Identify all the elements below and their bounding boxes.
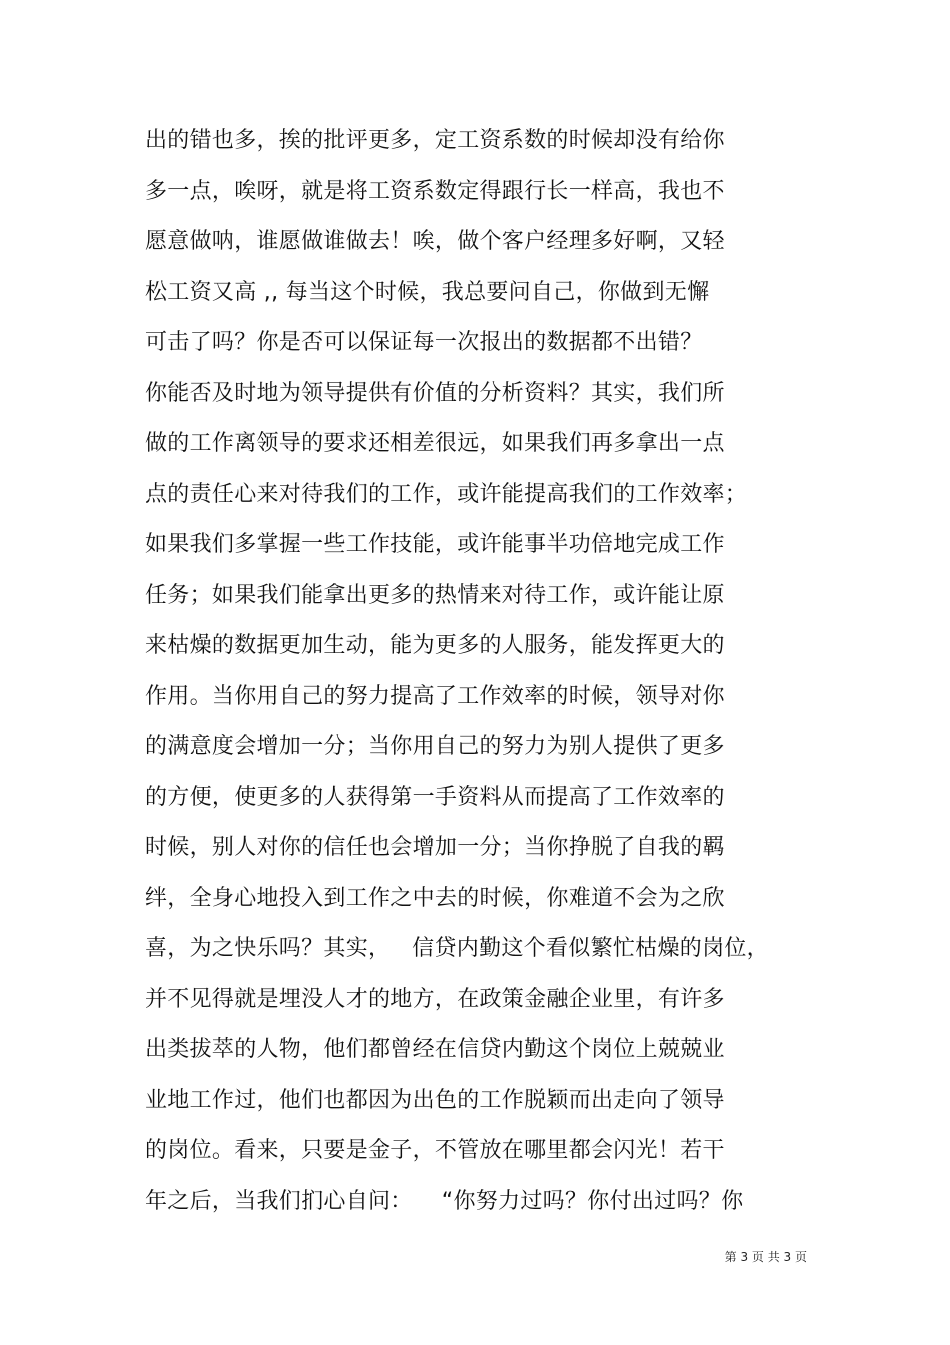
text-line: 点的责任心来对待我们的工作，或许能提高我们的工作效率； xyxy=(145,481,748,507)
text-line: 松工资又高 ,, 每当这个时候，我总要问自己，你做到无懈 xyxy=(145,279,710,305)
text-line: 绊，全身心地投入到工作之中去的时候，你难道不会为之欣 xyxy=(145,885,725,911)
text-line: 做的工作离领导的要求还相差很远，如果我们再多拿出一点 xyxy=(145,431,725,456)
text-line: 任务；如果我们能拿出更多的热情来对待工作，或许能让原 xyxy=(145,582,725,608)
text-line: 作用。当你用自己的努力提高了工作效率的时候，领导对你 xyxy=(145,683,725,709)
text-line: 的岗位。看来，只要是金子，不管放在哪里都会闪光！若干 xyxy=(145,1138,725,1163)
text-line: 出类拔萃的人物，他们都曾经在信贷内勤这个岗位上兢兢业 xyxy=(145,1037,725,1062)
text-line: 可击了吗？你是否可以保证每一次报出的数据都不出错？ xyxy=(145,330,703,355)
text-line: 的方便，使更多的人获得第一手资料从而提高了工作效率的 xyxy=(145,784,725,810)
page-number-footer: 第 3 页 共 3 页 xyxy=(724,1250,807,1264)
text-line: 业地工作过，他们也都因为出色的工作脱颖而出走向了领导 xyxy=(145,1087,725,1113)
text-line: 时候，别人对你的信任也会增加一分；当你挣脱了自我的羁 xyxy=(145,835,725,860)
text-line: 来枯燥的数据更加生动，能为更多的人服务，能发挥更大的 xyxy=(145,633,725,658)
text-line: 愿意做呐，谁愿做谁做去！唉，做个客户经理多好啊，又轻 xyxy=(145,229,725,254)
text-line: 年之后，当我们扪心自问： “你努力过吗？你付出过吗？你 xyxy=(145,1188,744,1214)
body-text xyxy=(145,116,805,1227)
text-line: 的满意度会增加一分；当你用自己的努力为别人提供了更多 xyxy=(145,734,725,759)
text-line: 多一点，唉呀，就是将工资系数定得跟行长一样高，我也不 xyxy=(145,178,725,204)
text-line: 你能否及时地为领导提供有价值的分析资料？其实，我们所 xyxy=(145,380,725,406)
text-line: 喜，为之快乐吗？其实， 信贷内勤这个看似繁忙枯燥的岗位， xyxy=(145,936,769,961)
text-line: 如果我们多掌握一些工作技能，或许能事半功倍地完成工作 xyxy=(145,532,725,557)
text-line: 出的错也多，挨的批评更多，定工资系数的时候却没有给你 xyxy=(145,128,725,153)
text-line: 并不见得就是埋没人才的地方，在政策金融企业里，有许多 xyxy=(145,986,725,1012)
